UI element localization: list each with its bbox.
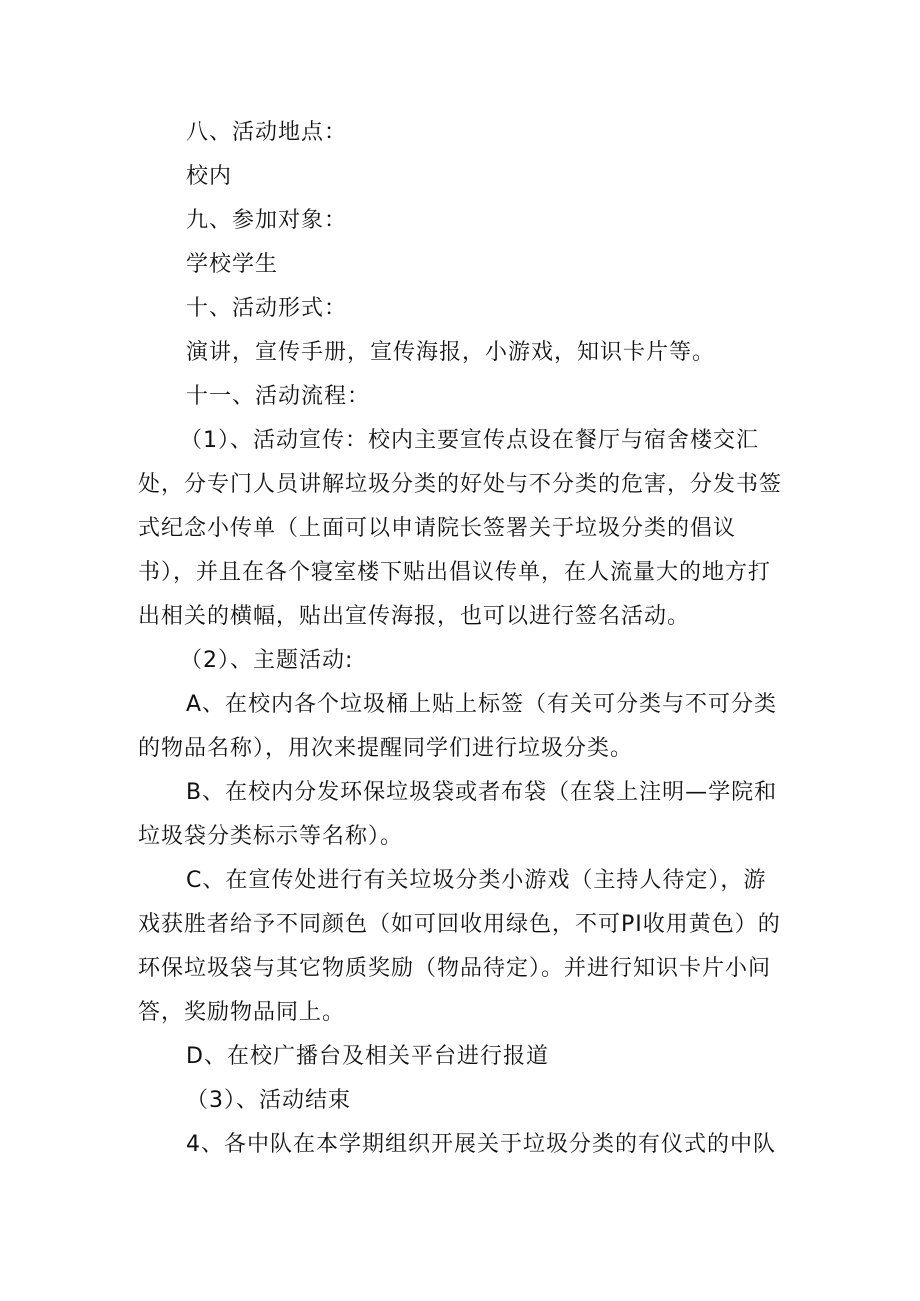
paragraph-line: （1）、活动宣传：校内主要宣传点设在餐厅与宿舍楼交汇 [180,428,759,453]
paragraph-line: 校内 [186,164,233,189]
paragraph-line: 垃圾袋分类标示等名称）。 [138,824,404,849]
paragraph-line: 答，奖励物品同上。 [138,1000,346,1025]
paragraph-line: D、在校广播台及相关平台进行报道 [186,1044,549,1069]
heading-activity-process: 十一、活动流程： [186,384,371,409]
paragraph-line: 式纪念小传单（上面可以申请院长签署关于垃圾分类的倡议 [138,516,737,541]
paragraph-line: 戏获胜者给予不同颜色（如可回收用绿色，不可PI收用黄色）的 [138,912,781,937]
paragraph-line: C、在宣传处进行有关垃圾分类小游戏（主持人待定），游 [186,868,767,893]
paragraph-line: B、在校内分发环保垃圾袋或者布袋（在袋上注明—学院和 [186,780,778,805]
paragraph-line: 环保垃圾袋与其它物质奖励（物品待定）。并进行知识卡片小问 [138,956,772,981]
subheading-theme-activity: （2）、主题活动: [180,648,354,673]
paragraph-line: 出相关的横幅，贴出宣传海报，也可以进行签名活动。 [138,604,691,629]
heading-participants: 九、参加对象： [186,208,348,233]
paragraph-line: 演讲，宣传手册，宣传海报，小游戏，知识卡片等。 [186,340,716,365]
paragraph-line: 的物品名称），用次来提醒同学们进行垃圾分类。 [138,736,634,761]
paragraph-line: 4、各中队在本学期组织开展关于垃圾分类的有仪式的中队 [186,1132,776,1157]
paragraph-line: 书），并且在各个寝室楼下贴出倡议传单，在人流量大的地方打 [138,560,772,585]
paragraph-line: A、在校内各个垃圾桶上贴上标签（有关可分类与不可分类 [186,692,778,717]
paragraph-line: 处，分专门人员讲解垃圾分类的好处与不分类的危害，分发书签 [138,472,783,497]
paragraph-line: 学校学生 [186,252,279,277]
heading-activity-location: 八、活动地点： [186,120,348,145]
heading-activity-form: 十、活动形式： [186,296,348,321]
subheading-activity-end: （3）、活动结束 [186,1088,351,1113]
